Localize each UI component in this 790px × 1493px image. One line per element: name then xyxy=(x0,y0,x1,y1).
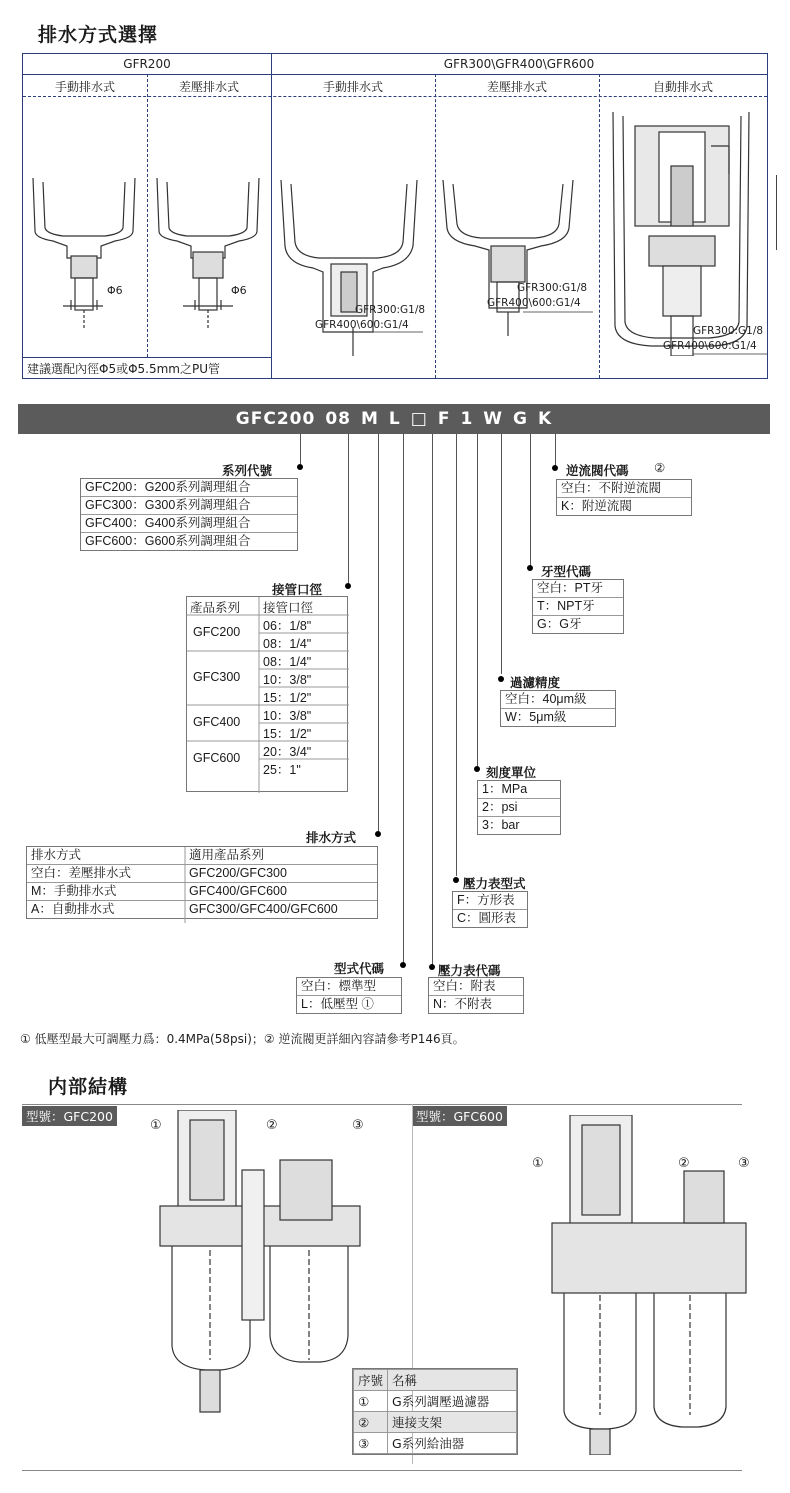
drain-mode-title: 排水方式 xyxy=(306,830,357,845)
gauge-code-row: N：不附表 xyxy=(433,997,493,1011)
part-name: G系列給油器 xyxy=(388,1433,517,1454)
check-valve-row: 空白：不附逆流閥 xyxy=(557,480,691,498)
port-series: GFC600 xyxy=(193,751,241,765)
thread-label-a-2: GFR300:G1/8 xyxy=(517,282,588,294)
code-drain: M xyxy=(360,409,379,429)
check-valve-row: K：附逆流閥 xyxy=(561,499,632,513)
gauge-code-row: 空白：附表 xyxy=(429,978,523,996)
parts-header-no: 序號 xyxy=(354,1370,388,1391)
thread-label-b-1: GFR400\600:G1/4 xyxy=(315,319,409,331)
col-manual-2: 手動排水式 xyxy=(322,80,383,94)
part-name: 連接支架 xyxy=(388,1412,517,1433)
gfc200-cutaway xyxy=(150,1110,380,1430)
port-size: 20：3/4" xyxy=(263,745,312,759)
model-type-row: 空白：標準型 xyxy=(297,978,401,996)
callout-600-3: ③ xyxy=(738,1156,750,1171)
drain-mode-a: A：自動排水式 xyxy=(31,902,115,916)
parts-table xyxy=(352,1368,518,1455)
code-gauge-type: F xyxy=(437,409,451,429)
port-series: GFC400 xyxy=(193,715,241,729)
scale-unit-row: 1：MPa xyxy=(478,781,560,799)
port-size: 10：3/8" xyxy=(263,709,312,723)
callout-600-1: ① xyxy=(532,1156,544,1171)
drain-table xyxy=(22,53,768,379)
drain-mode-header-b: 適用產品系列 xyxy=(189,848,265,862)
model-type-title: 型式代碼 xyxy=(334,961,385,976)
thread-title: 牙型代碼 xyxy=(541,564,592,579)
thread-row: 空白：PT牙 xyxy=(533,580,623,598)
filter-title: 過濾精度 xyxy=(510,675,561,690)
gauge-code-box xyxy=(428,977,524,1014)
drain-mode-header-a: 排水方式 xyxy=(31,848,82,862)
series-box xyxy=(80,478,298,551)
port-size: 25：1" xyxy=(263,763,301,777)
port-header-size: 接管口徑 xyxy=(263,601,314,615)
drain-mode-a: M：手動排水式 xyxy=(31,884,117,898)
col-diff-2: 差壓排水式 xyxy=(486,80,547,94)
code-scale: 1 xyxy=(460,409,474,429)
gauge-type-title: 壓力表型式 xyxy=(463,876,526,891)
series-row: GFC200：G200系列調理組合 xyxy=(81,479,297,497)
group-gfr300-600: GFR300\GFR400\GFR600 xyxy=(443,57,595,71)
scale-unit-row: 3：bar xyxy=(482,818,520,832)
thread-label-b-3: GFR400\600:G1/4 xyxy=(663,340,757,352)
part-no: ① xyxy=(354,1391,388,1412)
port-header-series: 產品系列 xyxy=(190,601,241,615)
phi-label-2: Φ6 xyxy=(231,284,247,297)
callout-600-2: ② xyxy=(678,1156,690,1171)
code-port: 08 xyxy=(325,409,351,429)
port-size: 06：1/8" xyxy=(263,619,312,633)
thread-row: T：NPT牙 xyxy=(533,598,623,616)
check-valve-box xyxy=(556,479,692,516)
code-type: L xyxy=(388,409,401,429)
callout-2: ② xyxy=(266,1118,278,1133)
gauge-code-title: 壓力表代碼 xyxy=(438,963,501,978)
thread-label-a-3: GFR300:G1/8 xyxy=(693,325,764,337)
code-thread: G xyxy=(513,409,529,429)
port-size: 08：1/4" xyxy=(263,637,312,651)
drain-mode-b: GFC300/GFC400/GFC600 xyxy=(189,902,338,916)
gfc600-cutaway xyxy=(548,1115,748,1455)
series-row: GFC600：G600系列調理組合 xyxy=(85,534,251,548)
filter-row: W：5μm級 xyxy=(505,710,567,724)
col-auto: 自動排水式 xyxy=(652,80,713,94)
pu-tube-note: 建議選配內徑Φ5或Φ5.5mm之PU管 xyxy=(27,362,221,376)
gauge-type-row: F：方形表 xyxy=(453,892,527,910)
drain-valve-drawings xyxy=(23,96,767,356)
part-no: ② xyxy=(354,1412,388,1433)
code-series: GFC200 xyxy=(235,409,316,429)
scale-unit-row: 2：psi xyxy=(478,799,560,817)
filter-row: 空白：40μm級 xyxy=(501,691,615,709)
phi-label-1: Φ6 xyxy=(107,284,123,297)
model-tag-gfc600: 型號：GFC600 xyxy=(412,1106,507,1126)
thread-row: G：G牙 xyxy=(537,617,582,631)
thread-label-a-1: GFR300:G1/8 xyxy=(355,304,426,316)
check-valve-marker: ② xyxy=(654,460,666,475)
model-type-box xyxy=(296,977,402,1014)
port-size: 08：1/4" xyxy=(263,655,312,669)
port-size: 15：1/2" xyxy=(263,727,312,741)
col-manual-1: 手動排水式 xyxy=(54,80,115,94)
scale-unit-box xyxy=(477,780,561,835)
gauge-type-row: C：圓形表 xyxy=(457,911,517,925)
series-row: GFC300：G300系列調理組合 xyxy=(81,497,297,515)
filter-box xyxy=(500,690,616,727)
callout-1: ① xyxy=(150,1118,162,1133)
group-gfr200: GFR200 xyxy=(123,57,171,71)
port-title: 接管口徑 xyxy=(272,582,323,597)
port-series: GFC200 xyxy=(193,625,241,639)
callout-3: ③ xyxy=(352,1118,364,1133)
thread-box xyxy=(532,579,624,634)
col-diff-1: 差壓排水式 xyxy=(178,80,239,94)
check-valve-title: 逆流閥代碼 xyxy=(566,463,629,478)
drain-mode-table xyxy=(26,846,378,919)
port-table xyxy=(186,596,348,792)
part-name: G系列調壓過濾器 xyxy=(388,1391,517,1412)
port-size: 15：1/2" xyxy=(263,691,312,705)
port-series: GFC300 xyxy=(193,670,241,684)
port-size: 10：3/8" xyxy=(263,673,312,687)
scale-unit-title: 刻度單位 xyxy=(486,765,537,780)
code-filter: W xyxy=(483,409,504,429)
drain-mode-a: 空白：差壓排水式 xyxy=(31,866,132,880)
code-check: K xyxy=(538,409,553,429)
series-row: GFC400：G400系列調理組合 xyxy=(81,515,297,533)
model-tag-gfc200: 型號：GFC200 xyxy=(22,1106,117,1126)
footnote: ① 低壓型最大可調壓力爲：0.4MPa(58psi)；② 逆流閥更詳細內容請參考P146頁。 xyxy=(20,1032,465,1046)
model-code-banner xyxy=(18,404,770,434)
thread-label-b-2: GFR400\600:G1/4 xyxy=(487,297,581,309)
series-title: 系列代號 xyxy=(222,463,273,478)
part-no: ③ xyxy=(354,1433,388,1454)
drain-section-title: 排水方式選擇 xyxy=(38,24,159,46)
internal-title: 内部結構 xyxy=(48,1076,129,1098)
gauge-type-box xyxy=(452,891,528,928)
drain-mode-b: GFC200/GFC300 xyxy=(189,866,287,880)
parts-header-name: 名稱 xyxy=(388,1370,517,1391)
drain-mode-b: GFC400/GFC600 xyxy=(189,884,287,898)
code-gauge: □ xyxy=(410,409,428,429)
model-type-row: L：低壓型 ① xyxy=(301,997,374,1011)
